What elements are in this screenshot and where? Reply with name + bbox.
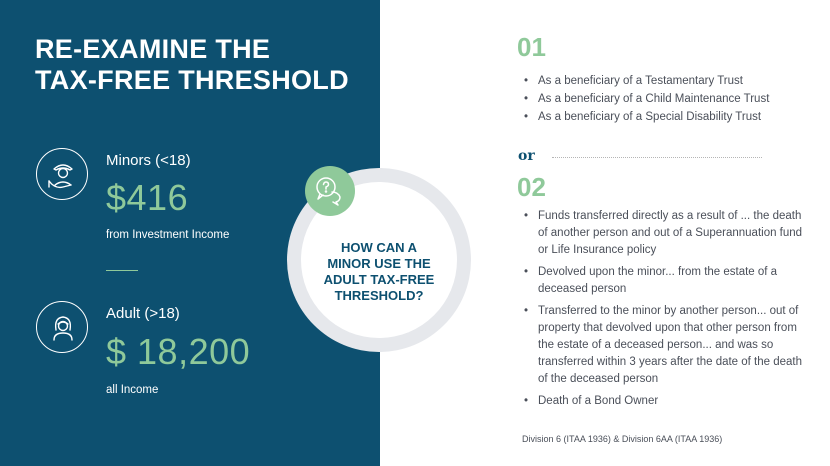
list-item: • Transferred to the minor by another person... out of property that devolved upon that other person from the estate of a deceased person... and was so transferred within 3 years after the date of the death of the deceased person [522, 303, 812, 388]
option-2-number: 02 [517, 172, 546, 202]
list-item: • As a beneficiary of a Testamentary Trust [522, 72, 812, 90]
adult-label: Adult (>18) [106, 305, 180, 322]
list-item: • As a beneficiary of a Special Disability Trust [522, 108, 812, 126]
list-item: • Devolved upon the minor... from the estate of a deceased person [522, 264, 812, 298]
question-text [301, 240, 457, 304]
page-title [35, 34, 375, 96]
title-line-1: RE-EXAMINE THE [35, 34, 271, 64]
child-icon [36, 148, 88, 200]
footnote: Division 6 (ITAA 1936) & Division 6AA (ITAA 1936) [522, 434, 723, 444]
list-item: • As a beneficiary of a Child Maintenance Trust [522, 90, 812, 108]
question-line-1: HOW CAN A [340, 240, 418, 255]
option-1-list [522, 72, 812, 126]
chat-question-icon [305, 166, 355, 216]
or-separator: or [518, 148, 535, 164]
question-line-2: MINOR USE THE [327, 256, 431, 271]
adult-description: all Income [106, 384, 159, 396]
title-line-2: TAX-FREE THRESHOLD [35, 65, 349, 95]
question-line-4: THRESHOLD? [334, 288, 424, 303]
minors-amount: $416 [106, 177, 189, 218]
divider [106, 270, 138, 271]
adult-amount: $ 18,200 [106, 331, 251, 372]
adult-icon [36, 301, 88, 353]
minors-label: Minors (<18) [106, 152, 191, 169]
option-1-number: 01 [517, 32, 546, 62]
option-2-list [522, 208, 812, 415]
list-item: • Death of a Bond Owner [522, 393, 812, 410]
dotted-divider [552, 157, 762, 158]
question-line-3: ADULT TAX-FREE [323, 272, 435, 287]
minors-description: from Investment Income [106, 229, 230, 241]
list-item: • Funds transferred directly as a result of ... the death of another person and out of a Superannuation fund or Life Insurance policy [522, 208, 812, 259]
